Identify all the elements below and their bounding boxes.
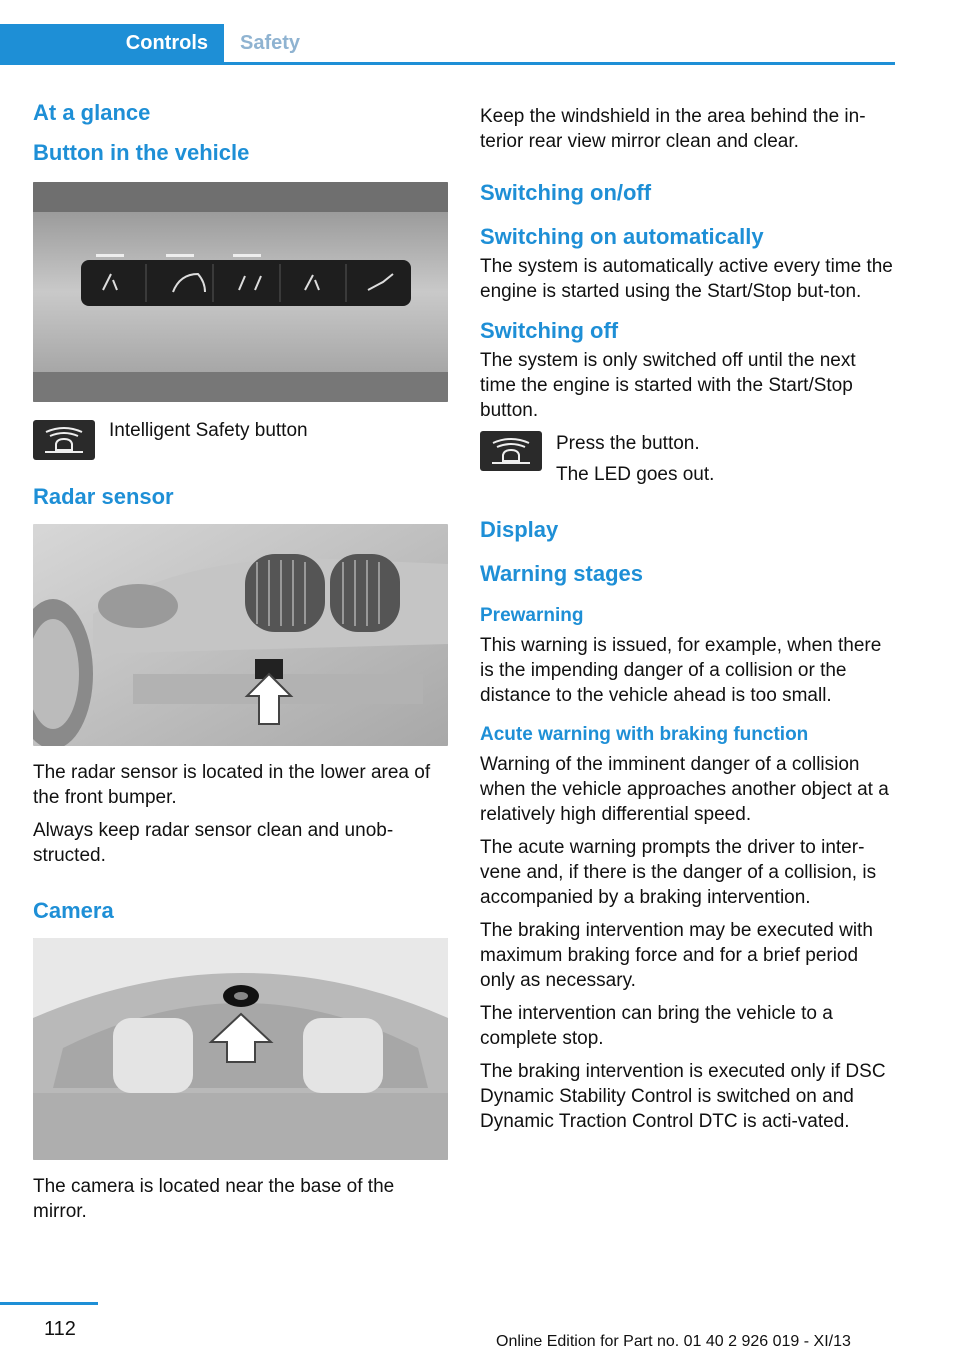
led-text: The LED goes out. — [556, 464, 715, 485]
press-instructions — [556, 431, 714, 495]
heading-acute-warning: Acute warning with braking function — [480, 724, 809, 745]
heading-switching-off: Switching off — [480, 318, 619, 343]
heading-camera: Camera — [33, 898, 114, 923]
radar-paragraph-2: Always keep radar sensor clean and unob‐structed. — [33, 820, 394, 866]
icon-caption: Intelligent Safety button — [109, 420, 308, 441]
acute-paragraph-4: The intervention can bring the vehicle to a complete stop. — [480, 1003, 833, 1049]
right-column — [480, 100, 895, 1142]
camera-paragraph: The camera is located near the base of the mirror. — [33, 1176, 395, 1222]
footer-accent-line — [0, 1302, 98, 1305]
page-number: 112 — [44, 1318, 76, 1340]
press-text: Press the button. — [556, 433, 700, 454]
left-column — [33, 100, 448, 1232]
prewarning-paragraph: This warning is issued, for example, when there is the impending danger of a collision or the distance to the vehicle ahead is too small. — [480, 635, 882, 706]
heading-button-in-vehicle: Button in the vehicle — [33, 140, 250, 165]
tab-controls-label: Controls — [125, 31, 208, 54]
edition-note: Online Edition for Part no. 01 40 2 926 019 - XI/13 — [496, 1333, 851, 1350]
camera-photo — [33, 938, 448, 1160]
windshield-paragraph: Keep the windshield in the area behind the in‐terior rear view mirror clean and clear. — [480, 106, 866, 152]
acute-paragraph-1: Warning of the imminent danger of a collision when the vehicle approaches another object at a relatively high differential speed. — [480, 754, 889, 825]
radar-sensor-photo — [33, 524, 448, 746]
safety-button-legend — [33, 420, 448, 460]
acute-paragraph-2: The acute warning prompts the driver to inter‐vene and, if there is the danger of a collision, is accompanied by a braking intervention. — [480, 837, 877, 908]
acute-paragraph-3: The braking intervention may be executed with maximum braking force and for a brief period only as necessary. — [480, 920, 873, 991]
heading-warning-stages: Warning stages — [480, 561, 643, 586]
heading-display: Display — [480, 517, 559, 542]
heading-prewarning: Prewarning — [480, 605, 584, 626]
header-tabs — [0, 24, 895, 65]
tab-safety-label: Safety — [240, 31, 301, 54]
press-button-row — [480, 431, 895, 495]
heading-radar-sensor: Radar sensor — [33, 484, 174, 509]
tab-safety[interactable] — [240, 24, 300, 62]
radar-paragraph-1: The radar sensor is located in the lower area of the front bumper. — [33, 762, 431, 808]
auto-paragraph: The system is automatically active every time the engine is started using the Start/Stop but‐ton. — [480, 256, 893, 302]
button-panel-photo — [33, 182, 448, 402]
heading-at-a-glance: At a glance — [33, 100, 151, 125]
tab-controls[interactable] — [0, 24, 224, 62]
intelligent-safety-icon — [33, 420, 95, 460]
intelligent-safety-icon — [480, 431, 542, 471]
off-paragraph: The system is only switched off until the next time the engine is started with the Start/Stop button. — [480, 350, 856, 421]
heading-switching-auto: Switching on automatically — [480, 224, 764, 249]
heading-switching: Switching on/off — [480, 180, 652, 205]
acute-paragraph-5: The braking intervention is executed only if DSC Dynamic Stability Control is switched on and Dynamic Traction Control DTC is acti‐vated. — [480, 1061, 886, 1132]
